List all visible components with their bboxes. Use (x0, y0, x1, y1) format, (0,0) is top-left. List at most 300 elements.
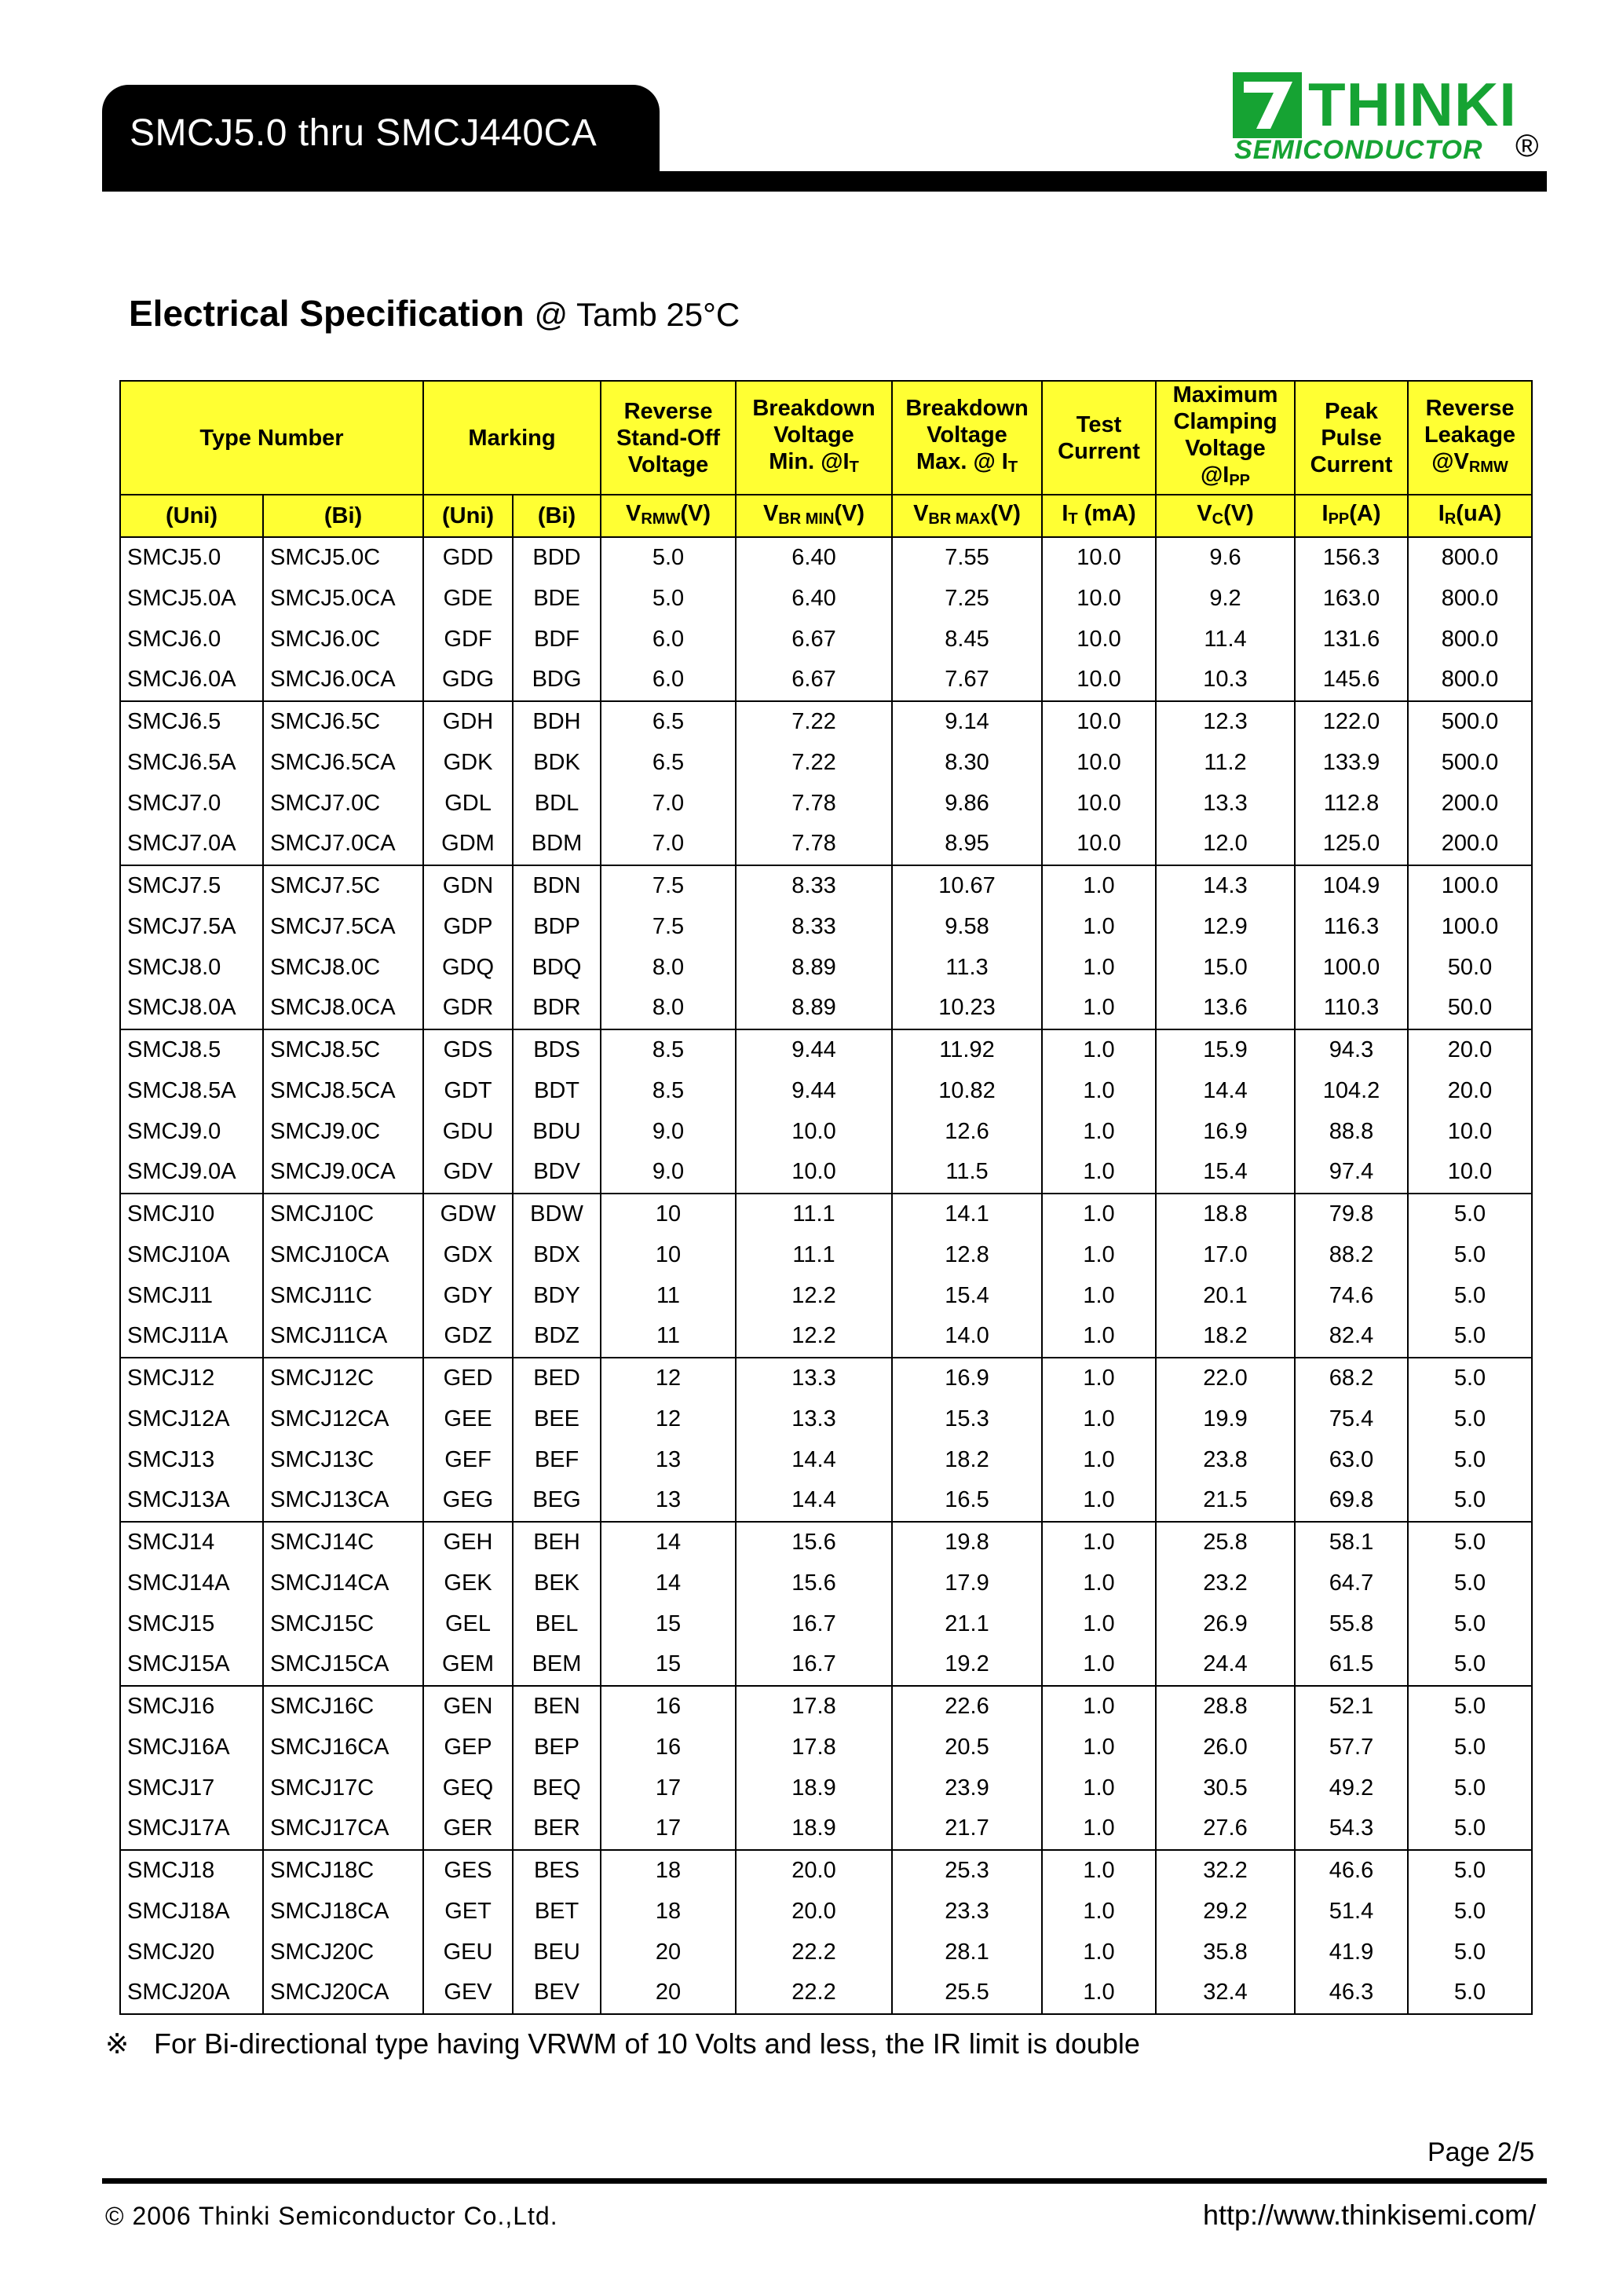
table-cell: 17.8 (736, 1686, 892, 1727)
table-row (120, 1644, 1532, 1686)
table-cell: 15 (601, 1604, 736, 1645)
table-cell: 10 (601, 1235, 736, 1276)
table-cell: SMCJ14A (120, 1563, 263, 1604)
table-cell: BDH (513, 701, 601, 743)
table-cell: SMCJ7.5A (120, 907, 263, 948)
table-cell: 1.0 (1042, 1194, 1156, 1235)
table-cell: 7.22 (736, 701, 892, 743)
table-cell: 55.8 (1295, 1604, 1408, 1645)
table-cell: 16 (601, 1727, 736, 1768)
table-cell: 6.40 (736, 579, 892, 620)
table-cell: GDS (423, 1029, 513, 1071)
table-cell: 6.0 (601, 620, 736, 660)
table-cell: BDY (513, 1276, 601, 1317)
table-cell: 12.2 (736, 1316, 892, 1358)
table-cell: 10.0 (1042, 701, 1156, 743)
table-cell: 16.9 (1156, 1112, 1295, 1153)
table-cell: 11.4 (1156, 620, 1295, 660)
table-cell: 200.0 (1408, 824, 1532, 865)
table-cell: 19.9 (1156, 1399, 1295, 1440)
table-cell: 1.0 (1042, 907, 1156, 948)
table-cell: 61.5 (1295, 1644, 1408, 1686)
table-cell: 97.4 (1295, 1152, 1408, 1194)
header-reverse-leakage: Reverse Leakage $@V_{RMW}$ (1408, 381, 1532, 495)
table-cell: 6.5 (601, 743, 736, 784)
table-cell: 14 (601, 1522, 736, 1563)
table-cell: 13 (601, 1440, 736, 1481)
table-cell: 5.0 (1408, 1850, 1532, 1892)
table-cell: 11.2 (1156, 743, 1295, 784)
table-cell: 14.4 (736, 1440, 892, 1481)
table-cell: SMCJ13CA (263, 1480, 423, 1522)
table-cell: SMCJ8.5CA (263, 1071, 423, 1112)
table-cell: 7.5 (601, 907, 736, 948)
table-cell: 26.9 (1156, 1604, 1295, 1645)
table-cell: SMCJ13C (263, 1440, 423, 1481)
table-cell: 800.0 (1408, 579, 1532, 620)
table-row (120, 1071, 1532, 1112)
table-cell: 9.58 (892, 907, 1042, 948)
table-cell: 1.0 (1042, 1316, 1156, 1358)
table-row (120, 1399, 1532, 1440)
table-cell: 9.6 (1156, 537, 1295, 579)
table-cell: GDX (423, 1235, 513, 1276)
table-cell: 14.3 (1156, 865, 1295, 907)
table-cell: 17 (601, 1768, 736, 1809)
table-cell: BER (513, 1808, 601, 1850)
note-text: For Bi-directional type having VRWM of 10 Volts and less, the IR limit is double (154, 2027, 1140, 2060)
table-cell: 75.4 (1295, 1399, 1408, 1440)
table-row (120, 1480, 1532, 1522)
table-cell: 100.0 (1295, 948, 1408, 989)
thinki-logo-icon (1233, 72, 1302, 138)
table-cell: 13.3 (736, 1358, 892, 1399)
section-condition: @ Tamb 25°C (534, 296, 740, 333)
table-cell: 13.3 (1156, 784, 1295, 824)
header-peak-pulse: Peak Pulse Current (1295, 381, 1408, 495)
table-cell: 17.8 (736, 1727, 892, 1768)
table-cell: SMCJ11A (120, 1316, 263, 1358)
table-cell: 5.0 (601, 537, 736, 579)
table-cell: 800.0 (1408, 620, 1532, 660)
table-cell: 17.9 (892, 1563, 1042, 1604)
table-cell: 21.1 (892, 1604, 1042, 1645)
table-cell: 16.9 (892, 1358, 1042, 1399)
table-cell: 1.0 (1042, 1972, 1156, 2014)
table-cell: BEM (513, 1644, 601, 1686)
table-row (120, 1604, 1532, 1645)
table-cell: SMCJ10 (120, 1194, 263, 1235)
table-cell: 5.0 (1408, 1768, 1532, 1809)
table-cell: SMCJ18CA (263, 1892, 423, 1932)
table-cell: 11.92 (892, 1029, 1042, 1071)
table-row (120, 1768, 1532, 1809)
table-cell: BEE (513, 1399, 601, 1440)
table-cell: BED (513, 1358, 601, 1399)
table-cell: 18 (601, 1892, 736, 1932)
table-cell: GER (423, 1808, 513, 1850)
table-cell: BDL (513, 784, 601, 824)
table-cell: 57.7 (1295, 1727, 1408, 1768)
table-cell: SMCJ9.0A (120, 1152, 263, 1194)
table-cell: 11 (601, 1316, 736, 1358)
table-row (120, 1850, 1532, 1892)
table-cell: 5.0 (1408, 1276, 1532, 1317)
table-cell: 5.0 (1408, 1194, 1532, 1235)
table-cell: GEL (423, 1604, 513, 1645)
table-cell: SMCJ18C (263, 1850, 423, 1892)
table-cell: GDD (423, 537, 513, 579)
table-cell: BEP (513, 1727, 601, 1768)
table-cell: SMCJ5.0A (120, 579, 263, 620)
table-cell: 104.9 (1295, 865, 1408, 907)
table-cell: 12 (601, 1399, 736, 1440)
table-cell: 8.33 (736, 865, 892, 907)
table-cell: 5.0 (1408, 1932, 1532, 1973)
table-row (120, 701, 1532, 743)
table-cell: BDX (513, 1235, 601, 1276)
table-cell: 64.7 (1295, 1563, 1408, 1604)
table-cell: 20.1 (1156, 1276, 1295, 1317)
table-cell: 7.5 (601, 865, 736, 907)
table-row (120, 620, 1532, 660)
table-cell: SMCJ6.0 (120, 620, 263, 660)
table-row (120, 660, 1532, 701)
table-cell: SMCJ11 (120, 1276, 263, 1317)
table-cell: SMCJ20 (120, 1932, 263, 1973)
table-row (120, 1029, 1532, 1071)
table-cell: 63.0 (1295, 1440, 1408, 1481)
table-cell: SMCJ15CA (263, 1644, 423, 1686)
table-cell: 122.0 (1295, 701, 1408, 743)
table-cell: 29.2 (1156, 1892, 1295, 1932)
table-cell: SMCJ18A (120, 1892, 263, 1932)
table-cell: 46.3 (1295, 1972, 1408, 2014)
table-cell: SMCJ7.5 (120, 865, 263, 907)
table-cell: 9.14 (892, 701, 1042, 743)
table-cell: SMCJ7.0CA (263, 824, 423, 865)
table-cell: 15.4 (892, 1276, 1042, 1317)
table-cell: 200.0 (1408, 784, 1532, 824)
table-cell: GDT (423, 1071, 513, 1112)
table-cell: 1.0 (1042, 1768, 1156, 1809)
table-cell: 22.0 (1156, 1358, 1295, 1399)
table-cell: 20.0 (1408, 1029, 1532, 1071)
table-cell: 8.45 (892, 620, 1042, 660)
table-cell: 68.2 (1295, 1358, 1408, 1399)
table-cell: 14 (601, 1563, 736, 1604)
table-cell: BEG (513, 1480, 601, 1522)
table-cell: 8.33 (736, 907, 892, 948)
table-cell: BDR (513, 988, 601, 1029)
unit-ir: $I_R(uA)$ (1408, 495, 1532, 537)
header-breakdown-min: Breakdown Voltage Min. $@I_T$ (736, 381, 892, 495)
table-cell: SMCJ7.0A (120, 824, 263, 865)
table-cell: 12.2 (736, 1276, 892, 1317)
table-cell: SMCJ5.0CA (263, 579, 423, 620)
table-cell: 500.0 (1408, 743, 1532, 784)
table-cell: 17 (601, 1808, 736, 1850)
table-cell: 100.0 (1408, 907, 1532, 948)
table-cell: SMCJ9.0 (120, 1112, 263, 1153)
section-title (129, 292, 740, 335)
table-cell: SMCJ11C (263, 1276, 423, 1317)
table-cell: GES (423, 1850, 513, 1892)
table-cell: SMCJ7.5C (263, 865, 423, 907)
table-cell: 6.67 (736, 620, 892, 660)
table-cell: 20.0 (736, 1892, 892, 1932)
table-cell: 1.0 (1042, 1686, 1156, 1727)
table-cell: 21.7 (892, 1808, 1042, 1850)
table-cell: 5.0 (601, 579, 736, 620)
table-cell: 18.9 (736, 1768, 892, 1809)
footnote (105, 2027, 1140, 2060)
table-cell: 8.95 (892, 824, 1042, 865)
table-cell: 12.9 (1156, 907, 1295, 948)
table-cell: BDP (513, 907, 601, 948)
table-cell: 112.8 (1295, 784, 1408, 824)
table-cell: BEK (513, 1563, 601, 1604)
table-cell: SMCJ6.5CA (263, 743, 423, 784)
table-row (120, 1522, 1532, 1563)
table-cell: 1.0 (1042, 1480, 1156, 1522)
table-cell: 88.2 (1295, 1235, 1408, 1276)
unit-vrmw: $V_{RMW}(V)$ (601, 495, 736, 537)
table-cell: 12.6 (892, 1112, 1042, 1153)
logo-subtitle: SEMICONDUCTOR (1234, 135, 1483, 165)
table-cell: 15 (601, 1644, 736, 1686)
table-cell: 19.2 (892, 1644, 1042, 1686)
table-cell: GDF (423, 620, 513, 660)
header-breakdown-max: Breakdown Voltage Max. @ $I_T$ (892, 381, 1042, 495)
table-cell: SMCJ17 (120, 1768, 263, 1809)
table-cell: 74.6 (1295, 1276, 1408, 1317)
electrical-spec-table (119, 380, 1533, 2015)
table-cell: 58.1 (1295, 1522, 1408, 1563)
table-cell: GDH (423, 701, 513, 743)
table-cell: 16.7 (736, 1644, 892, 1686)
table-cell: GDQ (423, 948, 513, 989)
table-cell: 10.0 (736, 1152, 892, 1194)
table-cell: GEE (423, 1399, 513, 1440)
table-cell: SMCJ10A (120, 1235, 263, 1276)
table-cell: SMCJ6.5A (120, 743, 263, 784)
table-cell: BDS (513, 1029, 601, 1071)
table-cell: 50.0 (1408, 948, 1532, 989)
table-cell: SMCJ7.0C (263, 784, 423, 824)
table-row (120, 1440, 1532, 1481)
table-cell: 8.5 (601, 1071, 736, 1112)
unit-marking-uni: (Uni) (423, 495, 513, 537)
table-cell: BDG (513, 660, 601, 701)
table-cell: SMCJ15 (120, 1604, 263, 1645)
table-cell: SMCJ11CA (263, 1316, 423, 1358)
table-cell: 14.0 (892, 1316, 1042, 1358)
table-cell: BEH (513, 1522, 601, 1563)
table-row (120, 1563, 1532, 1604)
table-cell: BDN (513, 865, 601, 907)
table-cell: 5.0 (1408, 1316, 1532, 1358)
table-cell: SMCJ14CA (263, 1563, 423, 1604)
table-cell: 28.8 (1156, 1686, 1295, 1727)
table-cell: 1.0 (1042, 1399, 1156, 1440)
table-cell: 25.8 (1156, 1522, 1295, 1563)
table-cell: SMCJ16C (263, 1686, 423, 1727)
table-cell: 11 (601, 1276, 736, 1317)
table-cell: 25.3 (892, 1850, 1042, 1892)
table-cell: 19.8 (892, 1522, 1042, 1563)
table-cell: SMCJ14C (263, 1522, 423, 1563)
table-cell: 9.0 (601, 1112, 736, 1153)
table-cell: GEF (423, 1440, 513, 1481)
table-row (120, 537, 1532, 579)
table-cell: SMCJ8.5C (263, 1029, 423, 1071)
table-cell: BDK (513, 743, 601, 784)
page-number: Page 2/5 (1427, 2137, 1535, 2167)
table-cell: 15.6 (736, 1563, 892, 1604)
spec-table-body (120, 537, 1532, 2014)
table-row (120, 907, 1532, 948)
table-cell: 1.0 (1042, 1892, 1156, 1932)
section-title-main: Electrical Specification (129, 293, 525, 334)
registered-mark: ® (1515, 129, 1539, 163)
table-cell: 1.0 (1042, 1029, 1156, 1071)
table-cell: BDM (513, 824, 601, 865)
table-cell: 5.0 (1408, 1235, 1532, 1276)
table-cell: 5.0 (1408, 1358, 1532, 1399)
table-cell: GDW (423, 1194, 513, 1235)
table-cell: 10.0 (1408, 1112, 1532, 1153)
table-cell: 20 (601, 1972, 736, 2014)
table-cell: 8.30 (892, 743, 1042, 784)
table-cell: 15.4 (1156, 1152, 1295, 1194)
table-cell: SMCJ6.0A (120, 660, 263, 701)
table-cell: 16 (601, 1686, 736, 1727)
table-cell: BET (513, 1892, 601, 1932)
website-link[interactable]: http://www.thinkisemi.com/ (1203, 2199, 1537, 2231)
table-cell: 500.0 (1408, 701, 1532, 743)
table-cell: GEV (423, 1972, 513, 2014)
header-marking: Marking (423, 381, 601, 495)
table-cell: BDT (513, 1071, 601, 1112)
table-row (120, 1727, 1532, 1768)
table-cell: 54.3 (1295, 1808, 1408, 1850)
table-cell: SMCJ6.0CA (263, 660, 423, 701)
table-cell: 5.0 (1408, 1563, 1532, 1604)
unit-vc: $V_C(V)$ (1156, 495, 1295, 537)
table-cell: 8.89 (736, 988, 892, 1029)
table-cell: 5.0 (1408, 1972, 1532, 2014)
table-cell: 5.0 (1408, 1522, 1532, 1563)
table-cell: GDU (423, 1112, 513, 1153)
table-row (120, 579, 1532, 620)
table-cell: 5.0 (1408, 1480, 1532, 1522)
table-cell: 94.3 (1295, 1029, 1408, 1071)
table-cell: 10 (601, 1194, 736, 1235)
table-cell: SMCJ9.0C (263, 1112, 423, 1153)
table-cell: BEF (513, 1440, 601, 1481)
table-cell: GDK (423, 743, 513, 784)
table-cell: 5.0 (1408, 1808, 1532, 1850)
table-row (120, 1808, 1532, 1850)
table-cell: SMCJ8.0A (120, 988, 263, 1029)
table-cell: 15.0 (1156, 948, 1295, 989)
table-cell: 15.9 (1156, 1029, 1295, 1071)
table-cell: 22.6 (892, 1686, 1042, 1727)
table-cell: GDP (423, 907, 513, 948)
table-cell: 8.0 (601, 948, 736, 989)
table-cell: 11.1 (736, 1194, 892, 1235)
unit-vbr-min: $V_{BR MIN}(V)$ (736, 495, 892, 537)
table-cell: 18.2 (892, 1440, 1042, 1481)
table-cell: GDE (423, 579, 513, 620)
table-cell: 5.0 (1408, 1727, 1532, 1768)
table-cell: 69.8 (1295, 1480, 1408, 1522)
table-cell: 7.67 (892, 660, 1042, 701)
table-cell: 8.5 (601, 1029, 736, 1071)
table-cell: BDV (513, 1152, 601, 1194)
table-cell: BEU (513, 1932, 601, 1973)
table-cell: 10.0 (1042, 620, 1156, 660)
table-cell: SMCJ9.0CA (263, 1152, 423, 1194)
table-cell: 14.4 (736, 1480, 892, 1522)
table-cell: 17.0 (1156, 1235, 1295, 1276)
table-cell: 133.9 (1295, 743, 1408, 784)
table-cell: GDN (423, 865, 513, 907)
table-cell: 20.0 (736, 1850, 892, 1892)
table-cell: 9.44 (736, 1071, 892, 1112)
table-cell: GEK (423, 1563, 513, 1604)
table-cell: BDE (513, 579, 601, 620)
table-cell: 9.0 (601, 1152, 736, 1194)
table-cell: 1.0 (1042, 1440, 1156, 1481)
table-cell: SMCJ14 (120, 1522, 263, 1563)
table-row (120, 988, 1532, 1029)
table-cell: 156.3 (1295, 537, 1408, 579)
table-cell: SMCJ16CA (263, 1727, 423, 1768)
table-cell: 7.55 (892, 537, 1042, 579)
table-cell: 1.0 (1042, 865, 1156, 907)
table-cell: GDY (423, 1276, 513, 1317)
table-row (120, 948, 1532, 989)
table-cell: 79.8 (1295, 1194, 1408, 1235)
table-cell: 8.0 (601, 988, 736, 1029)
note-mark: ※ (105, 2027, 130, 2060)
table-cell: SMCJ17CA (263, 1808, 423, 1850)
table-cell: 1.0 (1042, 1071, 1156, 1112)
table-cell: 13.6 (1156, 988, 1295, 1029)
table-row (120, 1316, 1532, 1358)
table-cell: SMCJ16A (120, 1727, 263, 1768)
table-row (120, 1276, 1532, 1317)
table-cell: GDR (423, 988, 513, 1029)
table-cell: BEL (513, 1604, 601, 1645)
table-cell: 21.5 (1156, 1480, 1295, 1522)
table-cell: 88.8 (1295, 1112, 1408, 1153)
table-cell: 12.0 (1156, 824, 1295, 865)
table-row (120, 865, 1532, 907)
table-cell: SMCJ12CA (263, 1399, 423, 1440)
table-cell: SMCJ12C (263, 1358, 423, 1399)
table-cell: 5.0 (1408, 1440, 1532, 1481)
table-cell: 5.0 (1408, 1644, 1532, 1686)
table-cell: 1.0 (1042, 1358, 1156, 1399)
table-cell: 15.6 (736, 1522, 892, 1563)
table-cell: 10.82 (892, 1071, 1042, 1112)
table-cell: 49.2 (1295, 1768, 1408, 1809)
table-cell: 7.0 (601, 784, 736, 824)
table-cell: 7.25 (892, 579, 1042, 620)
